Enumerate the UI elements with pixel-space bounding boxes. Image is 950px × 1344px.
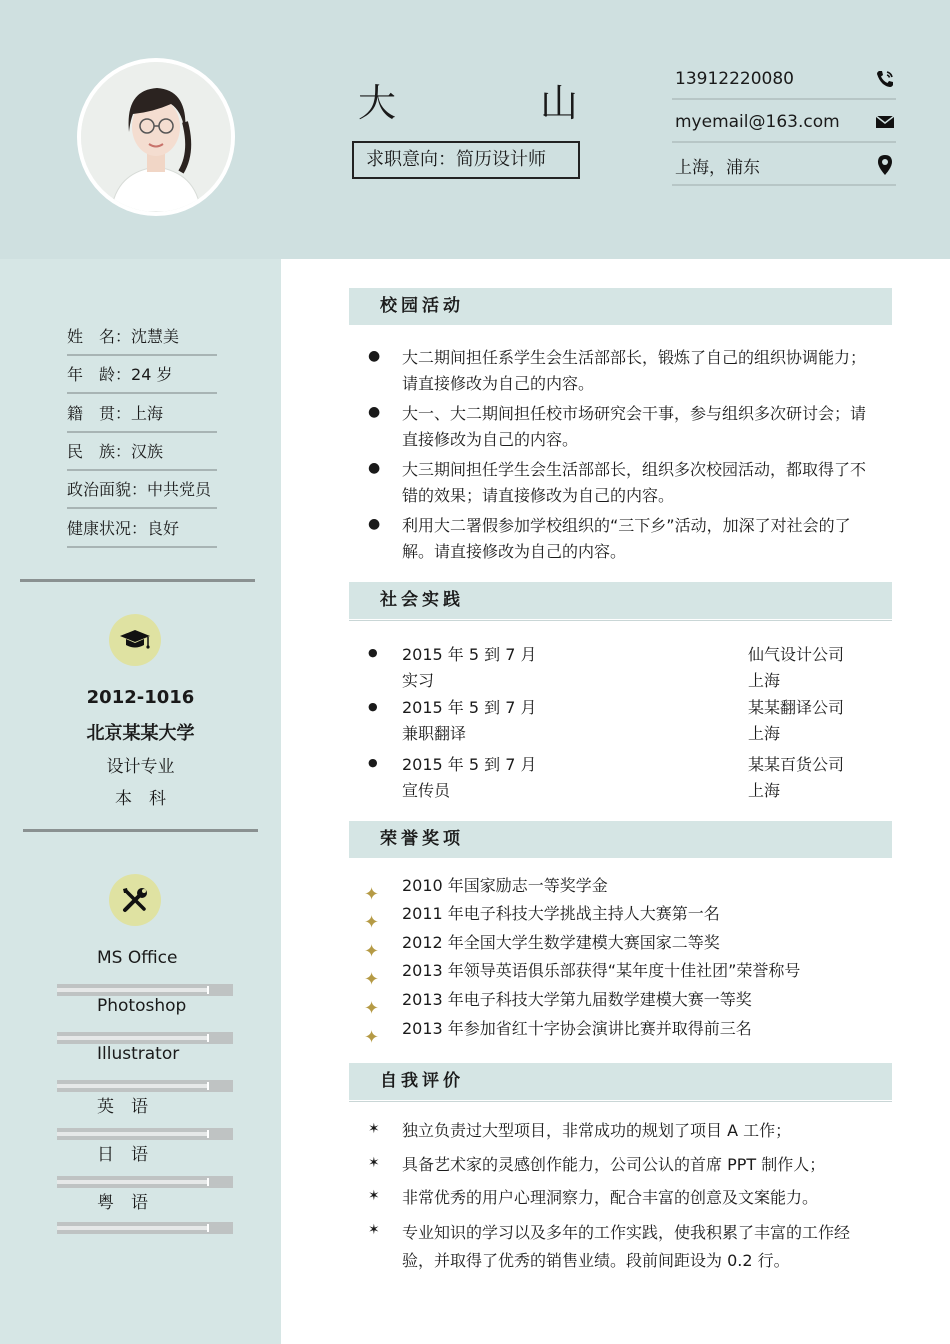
- honor-item: 2010 年国家励志一等奖学金: [402, 876, 608, 895]
- section-rule: [349, 1101, 892, 1102]
- honor-item: 2012 年全国大学生数学建模大赛国家二等奖: [402, 933, 720, 952]
- dot-bullet-icon: ●: [368, 700, 378, 713]
- honor-item: 2011 年电子科技大学挑战主持人大赛第一名: [402, 904, 720, 923]
- practice-city: 上海: [748, 781, 781, 800]
- skill-level-fill: [57, 1226, 207, 1230]
- sidebar-divider: [23, 829, 258, 832]
- campus-item: 利用大二署假参加学校组织的“三下乡”活动，加深了对社会的了解。请直接修改为自己的内容。: [402, 516, 851, 561]
- four-point-star-icon: ✦: [364, 941, 380, 962]
- info-name: [67, 320, 217, 356]
- education-years: 2012-1016: [86, 687, 195, 708]
- contact-email[interactable]: [672, 103, 896, 143]
- skill-level-knob: [207, 1178, 209, 1186]
- skill-level-bar: [57, 984, 233, 996]
- four-point-star-icon: ✦: [364, 1027, 380, 1048]
- section-header-honors: 荣誉奖项: [349, 821, 892, 858]
- info-label: 民 族：: [67, 442, 132, 461]
- skill-level-bar: [57, 1176, 233, 1188]
- info-label: 年 龄：: [67, 365, 132, 384]
- drop-bullet-icon: ●: [368, 516, 381, 532]
- skill-level-bar: [57, 1080, 233, 1092]
- skill-level-knob: [207, 1224, 209, 1232]
- graduation-cap-icon: [109, 614, 161, 666]
- info-label: 健康状况：: [67, 519, 148, 538]
- star-bullet-icon: ✶: [368, 1121, 380, 1137]
- info-label: 籍 贯：: [67, 404, 132, 423]
- section-header-practice: 社会实践: [349, 582, 892, 619]
- four-point-star-icon: ✦: [364, 998, 380, 1019]
- skill-level-fill: [57, 988, 207, 992]
- four-point-star-icon: ✦: [364, 884, 380, 905]
- info-value: 24 岁: [131, 365, 173, 384]
- skill-label: Illustrator: [97, 1044, 180, 1064]
- self-item: 非常优秀的用户心理洞察力，配合丰富的创意及文案能力。: [402, 1188, 819, 1207]
- info-label: 姓 名：: [67, 327, 132, 346]
- skill-level-fill: [57, 1180, 207, 1184]
- practice-company: 某某百货公司: [748, 755, 845, 774]
- honor-item: 2013 年电子科技大学第九届数学建模大赛一等奖: [402, 990, 752, 1009]
- education-degree: 本 科: [115, 789, 166, 809]
- four-point-star-icon: ✦: [364, 969, 380, 990]
- skill-level-bar: [57, 1032, 233, 1044]
- location-pin-icon: [874, 154, 896, 176]
- self-item: 专业知识的学习以及多年的工作实践，使我积累了丰富的工作经验，并取得了优秀的销售业绩。段前间距设为 0.2 行。: [402, 1223, 851, 1270]
- info-age: [67, 358, 217, 394]
- skill-level-fill: [57, 1084, 207, 1088]
- info-ethnicity: [67, 435, 217, 471]
- name-last-char: 山: [539, 81, 578, 125]
- tools-icon: [109, 874, 161, 926]
- practice-city: 上海: [748, 724, 781, 743]
- practice-role: 兼职翻译: [402, 724, 467, 743]
- skill-label: Photoshop: [97, 996, 187, 1016]
- star-bullet-icon: ✶: [368, 1155, 380, 1171]
- drop-bullet-icon: ●: [368, 348, 381, 364]
- campus-item: 大二期间担任系学生会生活部部长，锻炼了自己的组织协调能力；请直接修改为自己的内容。: [402, 348, 867, 393]
- profile-photo: [77, 58, 235, 216]
- star-bullet-icon: ✶: [368, 1188, 380, 1204]
- four-point-star-icon: ✦: [364, 912, 380, 933]
- practice-company: 某某翻译公司: [748, 698, 845, 717]
- practice-date: 2015 年 5 到 7 月: [402, 698, 537, 717]
- practice-company: 仙气设计公司: [748, 645, 845, 664]
- info-origin: [67, 397, 217, 433]
- practice-role: 实习: [402, 671, 435, 690]
- campus-item: 大三期间担任学生会生活部部长，组织多次校园活动，都取得了不错的效果；请直接修改为自己的内容。: [402, 460, 867, 505]
- skill-level-bar: [57, 1222, 233, 1234]
- job-objective: 求职意向：简历设计师: [352, 141, 580, 179]
- info-value: 良好: [147, 519, 180, 538]
- education-school: 北京某某大学: [86, 723, 195, 744]
- phone-text: 13912220080: [675, 69, 794, 89]
- envelope-icon: [874, 111, 896, 133]
- header-band: [0, 0, 950, 259]
- skill-label: 日 语: [97, 1145, 148, 1165]
- location-text: 上海，浦东: [675, 157, 760, 178]
- info-health: [67, 512, 217, 548]
- portrait-illustration-icon: [81, 62, 231, 212]
- practice-role: 宣传员: [402, 781, 451, 800]
- section-header-campus: 校园活动: [349, 288, 892, 325]
- drop-bullet-icon: ●: [368, 460, 381, 476]
- info-value: 沈慧美: [131, 327, 180, 346]
- info-value: 中共党员: [147, 480, 212, 499]
- skill-level-knob: [207, 986, 209, 994]
- skill-label: MS Office: [97, 948, 178, 968]
- skill-level-fill: [57, 1036, 207, 1040]
- dot-bullet-icon: ●: [368, 646, 378, 659]
- practice-date: 2015 年 5 到 7 月: [402, 645, 537, 664]
- star-bullet-icon: ✶: [368, 1222, 380, 1238]
- contact-location[interactable]: [672, 146, 896, 186]
- practice-city: 上海: [748, 671, 781, 690]
- self-item: 具备艺术家的灵感创作能力，公司公认的首席 PPT 制作人；: [402, 1155, 826, 1174]
- drop-bullet-icon: ●: [368, 404, 381, 420]
- info-political: [67, 473, 217, 509]
- skill-level-knob: [207, 1130, 209, 1138]
- info-value: 汉族: [131, 442, 164, 461]
- skill-level-fill: [57, 1132, 207, 1136]
- email-text: myemail@163.com: [675, 112, 840, 132]
- section-rule: [349, 620, 892, 621]
- skill-level-knob: [207, 1082, 209, 1090]
- section-header-self: 自我评价: [349, 1063, 892, 1100]
- campus-item: 大一、大二期间担任校市场研究会干事，参与组织多次研讨会；请直接修改为自己的内容。: [402, 404, 867, 449]
- self-item: 独立负责过大型项目，非常成功的规划了项目 A 工作；: [402, 1121, 792, 1140]
- practice-date: 2015 年 5 到 7 月: [402, 755, 537, 774]
- contact-phone[interactable]: [672, 60, 896, 100]
- info-label: 政治面貌：: [67, 480, 148, 499]
- skill-level-knob: [207, 1034, 209, 1042]
- name-first-char: 大: [358, 81, 397, 125]
- info-value: 上海: [131, 404, 164, 423]
- skill-label: 英 语: [97, 1097, 148, 1117]
- skill-level-bar: [57, 1128, 233, 1140]
- sidebar-divider: [20, 579, 255, 582]
- dot-bullet-icon: ●: [368, 756, 378, 769]
- honor-item: 2013 年领导英语俱乐部获得“某年度十佳社团”荣誉称号: [402, 961, 801, 980]
- education-major: 设计专业: [106, 757, 175, 777]
- honor-item: 2013 年参加省红十字协会演讲比赛并取得前三名: [402, 1019, 752, 1038]
- skill-label: 粤 语: [97, 1193, 148, 1213]
- applicant-name: [358, 72, 578, 127]
- phone-icon: [874, 68, 896, 90]
